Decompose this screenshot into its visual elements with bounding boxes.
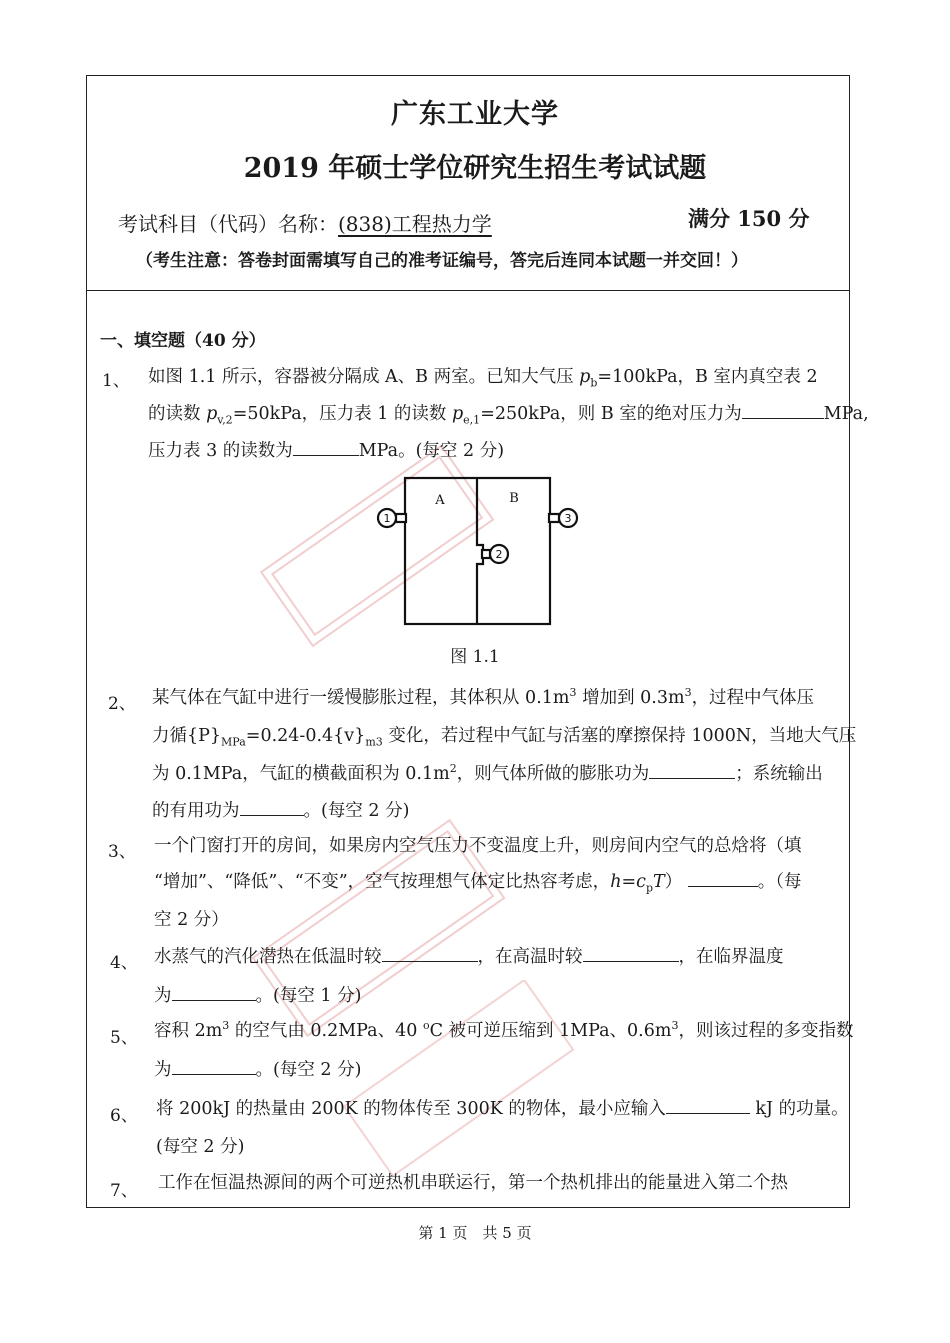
q2-line4: 的有用功为 。(每空 2 分) — [152, 797, 409, 822]
answer-blank — [172, 983, 256, 1002]
figure-1-1 — [360, 470, 590, 640]
exam-title: 2019 年硕士学位研究生招生考试试题 — [243, 153, 707, 184]
subject-line — [118, 208, 492, 237]
answer-blank — [649, 761, 735, 780]
q6-line1: 将 200kJ 的热量由 200K 的物体传至 300K 的物体，最小应输入 kJ 的功量。 — [156, 1095, 849, 1120]
section-title: 一、填空题（40 分） — [100, 331, 266, 351]
q1-line3: 压力表 3 的读数为 MPa。(每空 2 分) — [148, 437, 504, 462]
question-number: 5、 — [110, 1028, 138, 1048]
answer-blank — [293, 438, 359, 457]
answer-blank — [583, 944, 679, 963]
gauge-1-label: 1 — [383, 512, 391, 525]
total-score: 满分 150 分 — [688, 206, 810, 231]
q4-line1: 水蒸气的汽化潜热在低温时较 ，在高温时较 ，在临界温度 — [154, 943, 784, 968]
q5-line1: 容积 $2m^3$ 的空气由 0.2MPa、40 $^o$C 被可逆压缩到 1MPa、$0.6m^3$，则该过程的多变指数 — [154, 1019, 854, 1041]
q3-line2: “增加”、“降低”、“不变”，空气按理想气体定比热容考虑，$h=c_pT$） 。（每 — [154, 868, 802, 895]
header-divider — [86, 290, 850, 291]
q6-line2: (每空 2 分) — [156, 1137, 245, 1157]
q2-line2: 力循$\{P\}_{MPa}=0.24-0.4\{v\}_{m3}$ 变化，若过程中气缸与活塞的摩擦保持 1000N，当地大气压 — [152, 726, 857, 749]
question-number: 2、 — [108, 694, 136, 714]
question-number: 1、 — [102, 371, 130, 391]
q7-line1: 工作在恒温热源间的两个可逆热机串联运行，第一个热机排出的能量进入第二个热 — [158, 1173, 788, 1193]
q1-line2: 的读数 $p_{v,2}=50kPa$，压力表 1 的读数 $p_{e,1}=250kPa$，则 B 室的绝对压力为 MPa, — [148, 400, 869, 427]
q3-line1: 一个门窗打开的房间，如果房内空气压力不变温度上升，则房间内空气的总焓将（填 — [154, 836, 802, 856]
question-number: 3、 — [108, 842, 136, 862]
chamber-a-label: A — [435, 493, 445, 508]
question-number: 7、 — [110, 1181, 138, 1201]
gauge-2-pipe — [482, 550, 490, 558]
question-number: 6、 — [110, 1106, 138, 1126]
q4-line2: 为 。(每空 1 分) — [154, 982, 361, 1007]
q2-line1: 某气体在气缸中进行一缓慢膨胀过程，其体积从 $0.1m^3$ 增加到 $0.3m^3$，过程中气体压 — [152, 686, 815, 708]
answer-blank — [666, 1096, 750, 1115]
q3-line3: 空 2 分） — [154, 910, 229, 930]
q5-line2: 为 。(每空 2 分) — [154, 1056, 361, 1081]
answer-blank — [688, 869, 758, 888]
page-number: 第 1 页 共 5 页 — [418, 1224, 532, 1242]
subject-label: 考试科目（代码）名称： — [118, 212, 338, 236]
answer-blank — [382, 944, 478, 963]
exam-notice: （考生注意：答卷封面需填写自己的准考证编号，答完后连同本试题一并交回！） — [136, 251, 748, 271]
answer-blank — [742, 401, 824, 420]
university-name: 广东工业大学 — [391, 99, 559, 130]
gauge-1-pipe — [396, 514, 406, 522]
gauge-2-label: 2 — [495, 548, 503, 561]
gauge-3-pipe — [549, 514, 559, 522]
q2-line3: 为 0.1MPa，气缸的横截面积为 $0.1m^2$，则气体所做的膨胀功为 ；系统输出 — [152, 762, 823, 784]
chamber-b-label: B — [509, 491, 519, 506]
gauge-3-label: 3 — [564, 512, 572, 525]
answer-blank — [172, 1057, 256, 1076]
figure-caption: 图 1.1 — [450, 647, 500, 667]
q1-line1: 如图 1.1 所示，容器被分隔成 A、B 两室。已知大气压 $p_b=100kPa$，B 室内真空表 2 — [148, 367, 818, 390]
answer-blank — [240, 798, 304, 817]
question-number: 4、 — [110, 953, 138, 973]
subject-name: (838)工程热力学 — [338, 212, 492, 236]
